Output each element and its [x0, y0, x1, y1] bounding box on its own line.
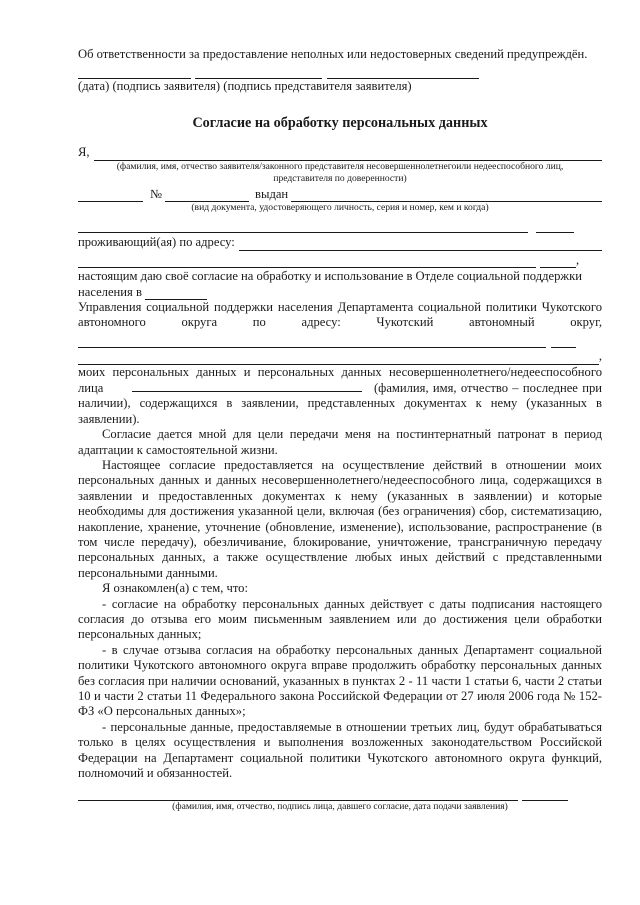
- applicant-signature-blank[interactable]: [195, 67, 322, 79]
- document-type-blank[interactable]: [78, 190, 143, 202]
- consent-line-2: [78, 285, 602, 300]
- face-paragraph: [78, 380, 602, 427]
- document-number-blank[interactable]: [165, 190, 249, 202]
- consent-address-line: [78, 333, 602, 348]
- address-line: [78, 235, 602, 250]
- footer-signature-line: [78, 786, 602, 801]
- face-suffix: (фамилия, имя, отчество – последнее при наличии), содержащихся в заявлении, представленных документах к нему (указанных в заявлении).: [78, 380, 602, 426]
- date-blank[interactable]: [78, 67, 191, 79]
- fio-line: [78, 145, 602, 160]
- personal-data-line: моих персональных данных и персональных данных несовершеннолетнего/недееспособного: [78, 364, 602, 379]
- representative-signature-blank[interactable]: [327, 67, 479, 79]
- document-continuation-blank[interactable]: [78, 221, 528, 233]
- number-sign: №: [150, 186, 163, 201]
- acknowledged-line: Я ознакомлен(а) с тем, что:: [102, 581, 248, 596]
- acknowledge-item-2: - в случае отзыва согласия на обработку персональных данных Департамент социальной политики Чукотского автономного округа вправе продолжить обработку персональных данных без согласия при наличии оснований, указанных в пунктах 2 - 11 части 1 статьи 6, части 2 статьи 10 и части 2 статьи 11 Федерального закона Российской Федерации от 27 июля 2006 года № 152-ФЗ «О персональных данных»;: [78, 642, 602, 719]
- consent-address-blank-2[interactable]: [551, 336, 576, 348]
- footer-signature-caption: (фамилия, имя, отчество, подпись лица, давшего согласие, дата подачи заявления): [172, 800, 508, 812]
- page-title: Согласие на обработку персональных данных: [192, 115, 488, 132]
- footer-signature-blank[interactable]: [78, 789, 518, 801]
- document-caption: (вид документа, удостоверяющего личность, серия и номер, кем и когда): [191, 201, 489, 213]
- address-comma: ,: [576, 252, 580, 267]
- signature-caption-top: (дата) (подпись заявителя) (подпись представителя заявителя): [78, 78, 412, 93]
- actions-paragraph: Настоящее согласие предоставляется на осуществление действий в отношении моих персональных данных и данных несовершеннолетнего/недееспособного лица, содержащихся в заявлении и предоставленных документах к нему (указанных в заявлении) и которые необходимы для достижения указанной цели, включая (без ограничения) сбор, систематизацию, накопление, хранение, уточнение (обновление, изменение), использование, распространение (в том числе передачу), обезличивание, блокирование, уничтожение, трансграничную передачу персональных данных, а также осуществление любых иных действий с представленными персональными данными.: [78, 457, 602, 580]
- consent-line-3: Управления социальной поддержки населения Департамента социальной политики Чукотского автономного округа по адресу: Чукотский автономный округ,: [78, 299, 602, 330]
- document-continuation-line: [78, 218, 602, 233]
- issued-by-blank[interactable]: [291, 190, 602, 202]
- address-continuation-line: [78, 253, 602, 268]
- document-continuation-blank-2[interactable]: [536, 221, 574, 233]
- consent-address-blank[interactable]: [78, 336, 546, 348]
- face-name-blank[interactable]: [132, 380, 362, 392]
- acknowledge-item-1: - согласие на обработку персональных данных действует с даты подписания настоящего согласия до отзыва его моим письменным заявлением или до достижения цели обработки персональных данных;: [78, 596, 602, 642]
- department-blank[interactable]: [145, 288, 207, 300]
- consent-address-comma: ,: [598, 349, 602, 364]
- document-line: [78, 187, 602, 202]
- address-blank[interactable]: [239, 239, 602, 251]
- signature-lines-top: [78, 63, 602, 78]
- consent-line-1: настоящим даю своё согласие на обработку и использование в Отделе социальной поддержки: [78, 269, 582, 284]
- footer-date-blank[interactable]: [522, 789, 568, 801]
- document-page: [78, 47, 602, 813]
- consent-address-line-2: [78, 349, 602, 364]
- acknowledge-item-3: - персональные данные, предоставляемые в отношении третьих лиц, будут обрабатываться только в целях осуществления и выполнения возложенных законодательством Российской Федерации на Департамент социальной политики Чукотского автономного округа функций, полномочий и обязанностей.: [78, 719, 602, 781]
- face-prefix: лица: [78, 380, 104, 395]
- consent-address-continuation-blank[interactable]: [78, 353, 599, 365]
- fio-caption: (фамилия, имя, отчество заявителя/законного представителя несовершеннолетнегоили недееспособного лиц, представителя по доверенности): [116, 160, 564, 184]
- address-continuation-blank[interactable]: [78, 256, 536, 268]
- consent-line-2-text: населения в: [78, 284, 142, 299]
- issued-label: выдан: [255, 186, 289, 201]
- residing-label: проживающий(ая) по адресу:: [78, 235, 235, 250]
- address-continuation-blank-2[interactable]: [540, 256, 576, 268]
- fio-blank[interactable]: [94, 149, 602, 161]
- responsibility-warning: Об ответственности за предоставление неполных или недостоверных сведений предупреждён.: [78, 47, 588, 61]
- ya-label: Я,: [78, 145, 90, 160]
- purpose-paragraph: Согласие дается мной для цели передачи меня на постинтернатный патронат в период адаптации к самостоятельной жизни.: [78, 427, 602, 457]
